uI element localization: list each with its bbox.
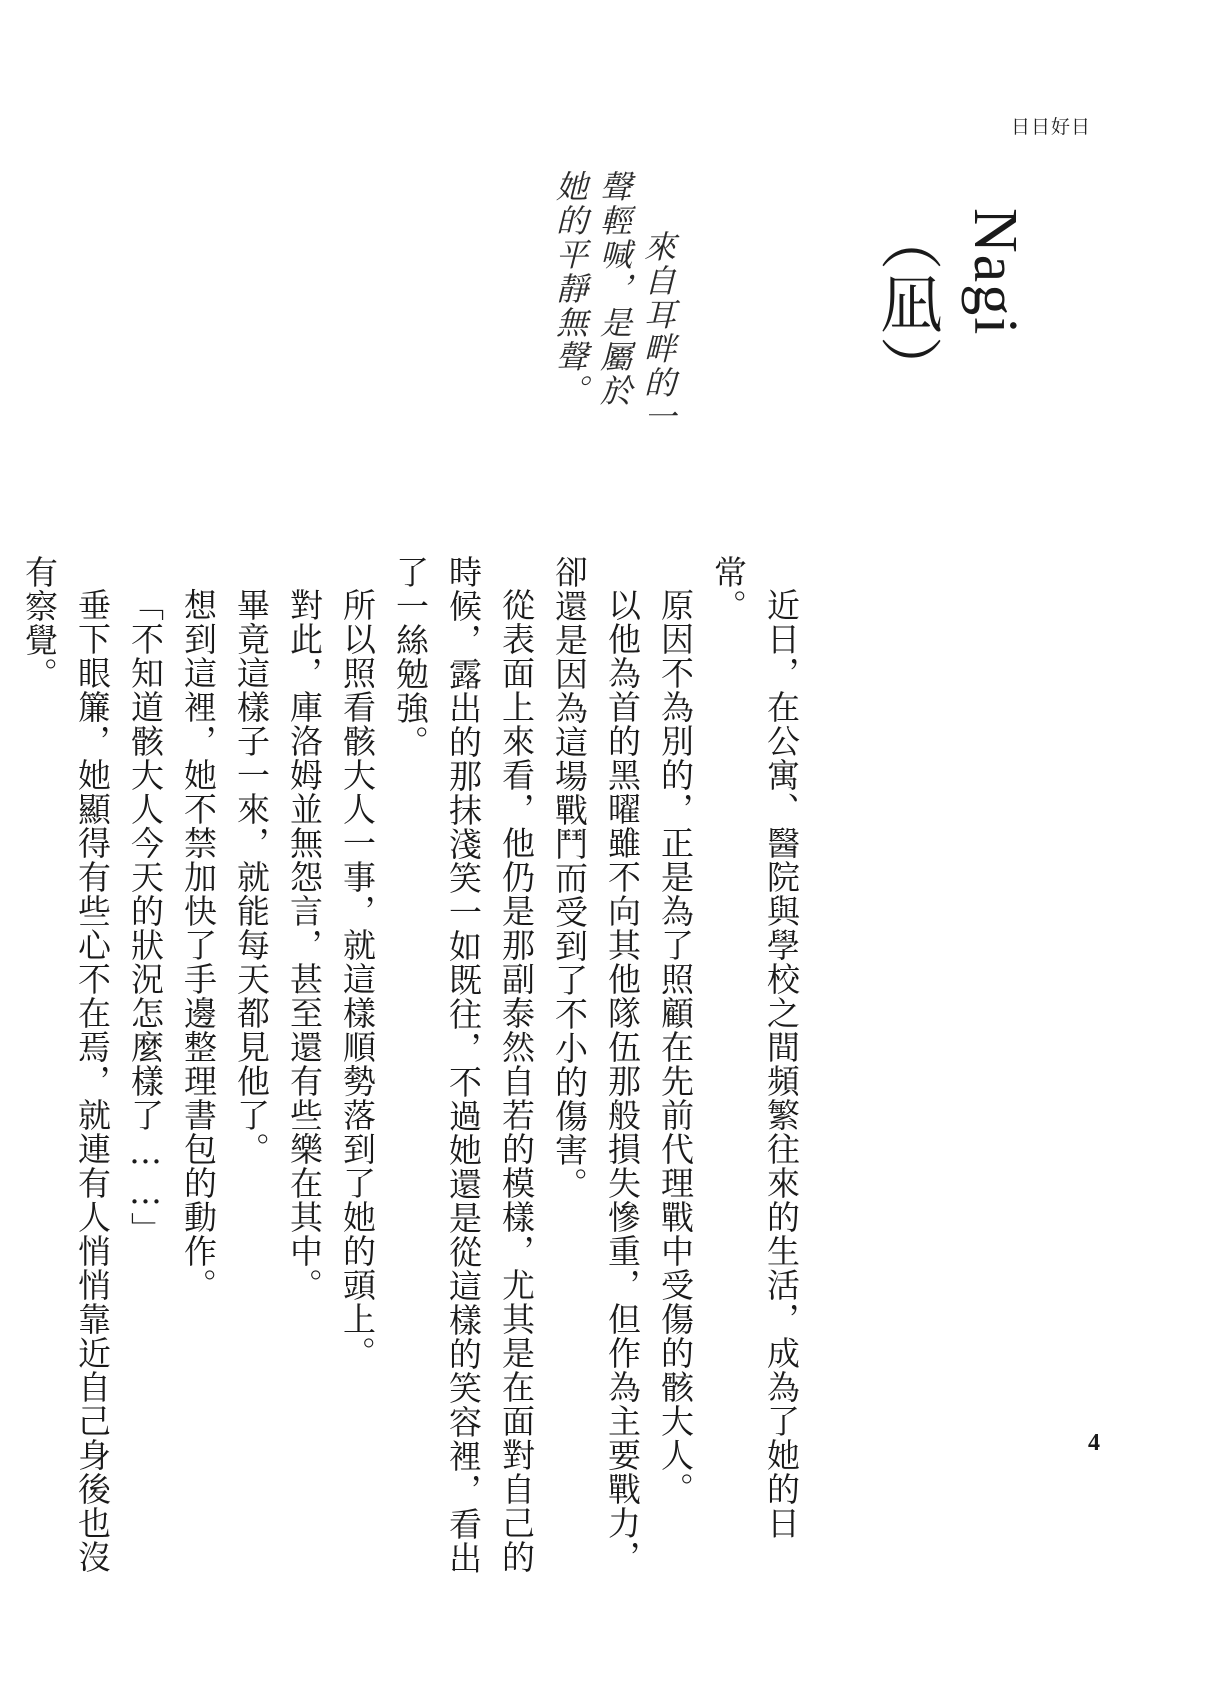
paragraph: 從表面上來看，他仍是那副泰然自若的模樣，尤其是在面對自己的時候，露出的那抹淺笑一如既往，不過她還是從這樣的笑容裡，看出了一絲勉強。 <box>391 555 536 1575</box>
paragraph: 想到這裡，她不禁加快了手邊整理書包的動作。 <box>179 588 218 1302</box>
paragraph: 所以照看骸大人一事，就這樣順勢落到了她的頭上。 <box>338 588 377 1370</box>
page-number: 4 <box>1088 1430 1100 1456</box>
handwritten-epigraph <box>540 170 680 440</box>
running-header: 日日好日 <box>1010 116 1091 138</box>
chapter-title: Nagi（凪） <box>871 208 1029 400</box>
paragraph: 對此，庫洛姆並無怨言，甚至還有些樂在其中。 <box>285 588 324 1302</box>
epigraph-line: 來自耳畔的一 <box>639 230 677 434</box>
paragraph: 垂下眼簾，她顯得有些心不在焉，就連有人悄悄靠近自己身後也沒有察覺。 <box>20 555 112 1574</box>
body-text <box>20 555 808 1585</box>
epigraph-line: 聲輕喊，是屬於 <box>595 170 633 408</box>
epigraph-line: 她的平靜無聲。 <box>551 170 589 408</box>
paragraph: 近日，在公寓、醫院與學校之間頻繁往來的生活，成為了她的日常。 <box>709 555 801 1540</box>
paragraph: 以他為首的黑曜雖不向其他隊伍那般損失慘重，但作為主要戰力，卻還是因為這場戰鬥而受到了不小的傷害。 <box>550 555 642 1574</box>
paragraph: 畢竟這樣子一來，就能每天都見他了。 <box>232 588 271 1166</box>
paragraph: 「不知道骸大人今天的狀況怎麼樣了……」 <box>126 588 165 1246</box>
paragraph: 原因不為別的，正是為了照顧在先前代理戰中受傷的骸大人。 <box>656 588 695 1506</box>
